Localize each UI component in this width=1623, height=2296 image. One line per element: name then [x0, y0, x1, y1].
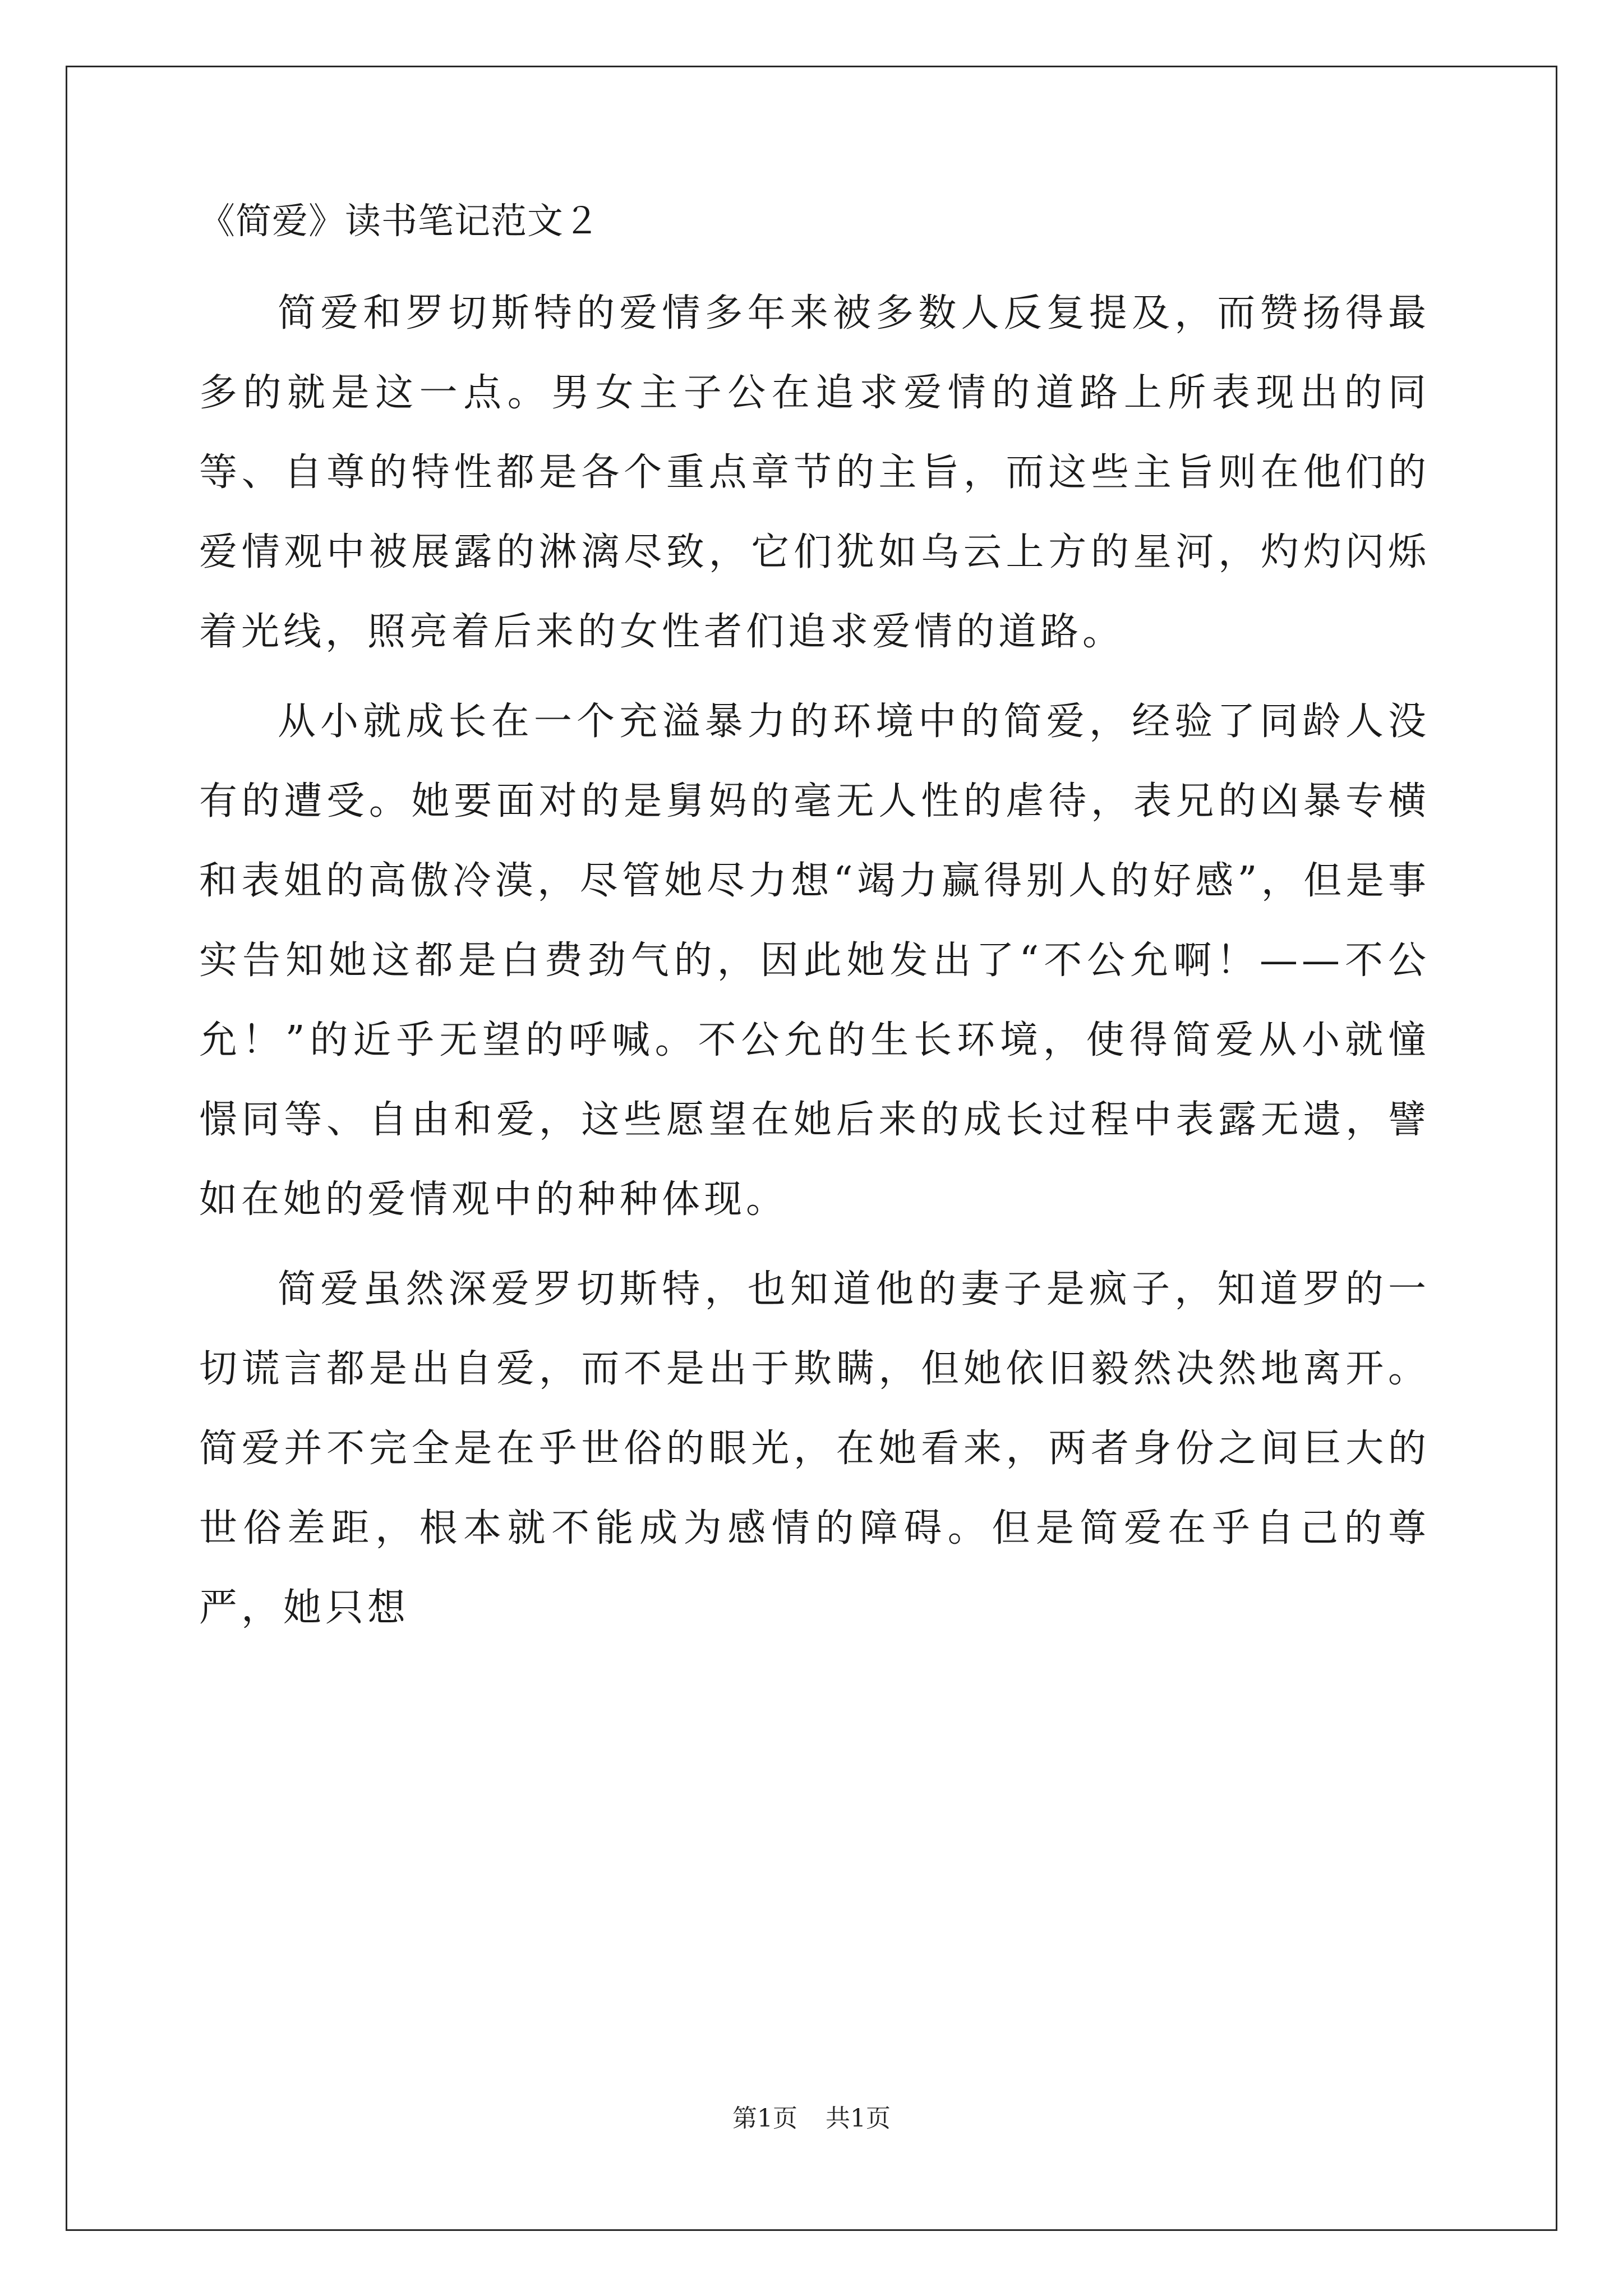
document-body	[199, 185, 1430, 1658]
paragraph-2: 从小就成长在一个充溢暴力的环境中的简爱，经验了同龄人没有的遭受。她要面对的是舅妈的毫无人性的虐待，表兄的凶暴专横和表姐的高傲冷漠，尽管她尽力想“竭力赢得别人的好感”，但是事实告知她这都是白费劲气的，因此她发出了“不公允啊！——不公允！”的近乎无望的呼喊。不公允的生长环境，使得简爱从小就憧憬同等、自由和爱，这些愿望在她后来的成长过程中表露无遗，譬如在她的爱情观中的种种体现。	[199, 700, 1430, 1222]
page-total: 共1页	[826, 2104, 891, 2133]
paragraph-1: 简爱和罗切斯特的爱情多年来被多数人反复提及，而赞扬得最多的就是这一点。男女主子公在追求爱情的道路上所表现出的同等、自尊的特性都是各个重点章节的主旨，而这些主旨则在他们的爱情观中被展露的淋漓尽致，它们犹如乌云上方的星河，灼灼闪烁着光线，照亮着后来的女性者们追求爱情的道路。	[199, 291, 1430, 654]
page-footer	[0, 2098, 1623, 2134]
page-number: 第1页	[732, 2104, 797, 2133]
paragraph-3: 简爱虽然深爱罗切斯特，也知道他的妻子是疯子，知道罗的一切谎言都是出自爱，而不是出于欺瞒，但她依旧毅然决然地离开。简爱并不完全是在乎世俗的眼光，在她看来，两者身份之间巨大的世俗差距，根本就不能成为感情的障碍。但是简爱在乎自己的尊严，她只想	[199, 1267, 1430, 1630]
document-title: 《简爱》读书笔记范文２	[199, 201, 600, 242]
